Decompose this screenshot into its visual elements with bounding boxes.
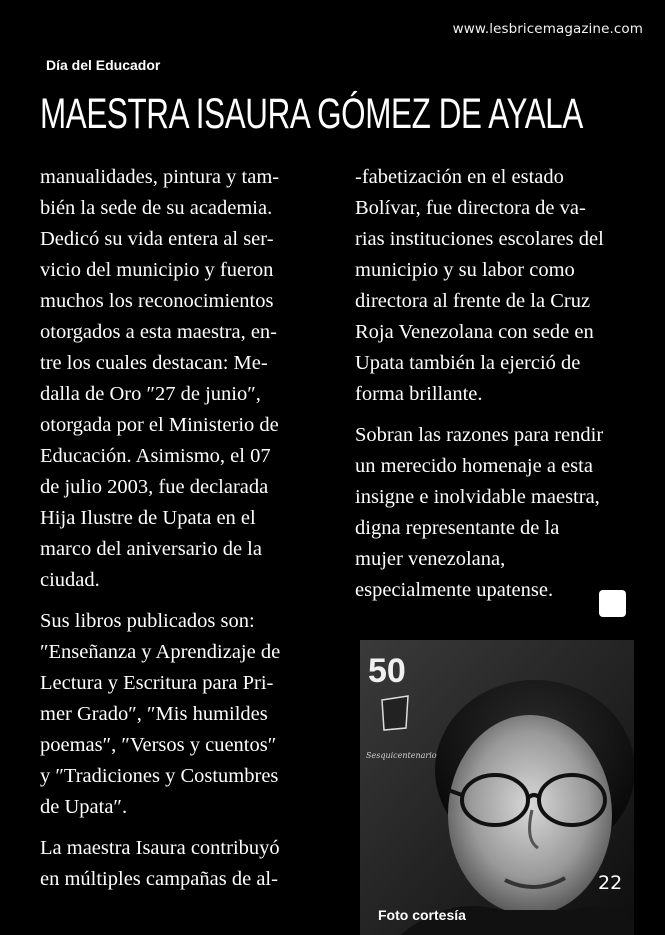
text-line: -fabetización en el estado (355, 166, 564, 188)
text-line: Sus libros publicados son: (40, 610, 255, 632)
left-paragraph-1 (40, 162, 320, 596)
text-line: Roja Venezolana con sede en (355, 321, 594, 343)
photo-credit: Foto cortesía (378, 907, 466, 923)
text-line: Sobran las razones para rendir (355, 424, 604, 446)
article-headline: MAESTRA ISAURA GÓMEZ DE AYALA (40, 90, 583, 138)
left-paragraph-2 (40, 606, 320, 823)
text-line: en múltiples campañas de al- (40, 868, 278, 890)
text-line: vicio del municipio y fueron (40, 259, 274, 281)
right-paragraph-2 (355, 420, 645, 606)
portrait-illustration (360, 640, 634, 935)
text-line: manualidades, pintura y tam- (40, 166, 280, 188)
text-line: otorgada por el Ministerio de (40, 414, 279, 436)
section-label: Día del Educador (46, 57, 161, 73)
text-line: de julio 2003, fue declarada (40, 476, 269, 498)
portrait-photo (360, 640, 634, 935)
text-line: forma brillante. (355, 383, 483, 405)
logo-number: 50 (368, 652, 406, 690)
text-line: Hija Ilustre de Upata en el (40, 507, 256, 529)
text-line: ciudad. (40, 569, 100, 591)
text-line: mer Grado″, ″Mis humildes (40, 703, 268, 725)
text-line: Bolívar, fue directora de va- (355, 197, 586, 219)
left-paragraph-3 (40, 833, 320, 895)
text-line: especialmente upatense. (355, 579, 554, 601)
text-line: y ″Tradiciones y Costumbres (40, 765, 279, 787)
text-line: de Upata″. (40, 796, 128, 818)
text-line: marco del aniversario de la (40, 538, 262, 560)
text-line: ″Enseñanza y Aprendizaje de (40, 641, 281, 663)
text-line: municipio y su labor como (355, 259, 575, 281)
text-line: dalla de Oro ″27 de junio″, (40, 383, 261, 405)
text-line: digna representante de la (355, 517, 560, 539)
logo-script: Sesquicentenario (366, 751, 437, 760)
text-line: rias instituciones escolares del (355, 228, 604, 250)
text-line: un merecido homenaje a esta (355, 455, 593, 477)
end-of-article-mark (599, 590, 626, 617)
text-line: La maestra Isaura contribuyó (40, 837, 280, 859)
text-line: insigne e inolvidable maestra, (355, 486, 600, 508)
text-line: poemas″, ″Versos y cuentos″ (40, 734, 277, 756)
text-line: Educación. Asimismo, el 07 (40, 445, 271, 467)
text-line: tre los cuales destacan: Me- (40, 352, 268, 374)
text-line: directora al frente de la Cruz (355, 290, 591, 312)
text-line: Upata también la ejerció de (355, 352, 581, 374)
text-line: mujer venezolana, (355, 548, 506, 570)
right-paragraph-1 (355, 162, 645, 410)
right-column (355, 162, 645, 606)
left-column (40, 162, 320, 895)
text-line: muchos los reconocimientos (40, 290, 274, 312)
site-url[interactable]: www.lesbricemagazine.com (452, 21, 643, 37)
text-line: Dedicó su vida entera al ser- (40, 228, 274, 250)
page-number: 22 (598, 872, 623, 894)
text-line: Lectura y Escritura para Pri- (40, 672, 274, 694)
text-line: bién la sede de su academia. (40, 197, 273, 219)
text-line: otorgados a esta maestra, en- (40, 321, 277, 343)
